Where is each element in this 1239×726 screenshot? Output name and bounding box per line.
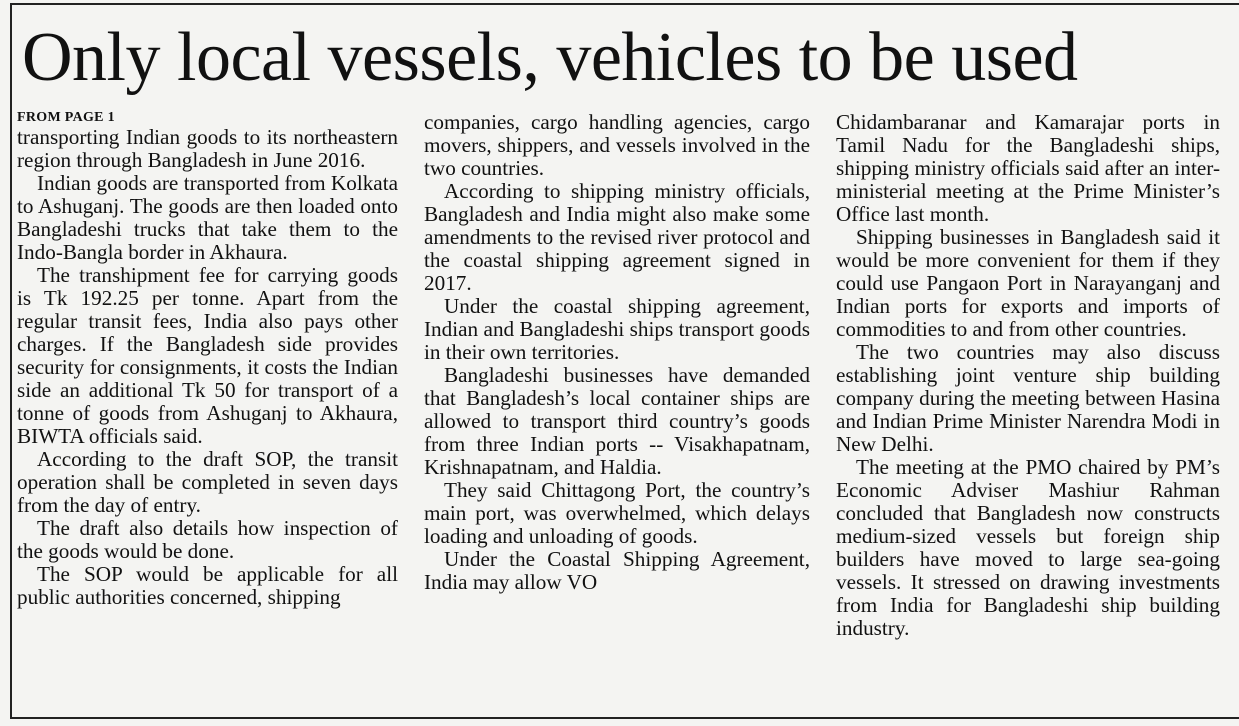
article-paragraph: According to the draft SOP, the transit operation shall be completed in seven days from the day of entry. xyxy=(17,447,398,517)
article-paragraph: The two countries may also discuss establishing joint venture ship building company during the meeting between Hasina and Indian Prime Minister Narendra Modi in New Delhi. xyxy=(836,340,1220,456)
article-column-3 xyxy=(836,111,1220,711)
article-paragraph: transporting Indian goods to its northeastern region through Bangladesh in June 2016. xyxy=(17,125,398,172)
article-headline: Only local vessels, vehicles to be used xyxy=(22,19,1078,96)
article-paragraph: The draft also details how inspection of the goods would be done. xyxy=(17,516,398,563)
article-paragraph: Shipping businesses in Bangladesh said it would be more convenient for them if they could use Pangaon Port in Narayanganj and Indian ports for exports and imports of commodities to and from other countries. xyxy=(836,225,1220,341)
article-paragraph: Indian goods are transported from Kolkata to Ashuganj. The goods are then loaded onto Bangladeshi trucks that take them to the Indo-Bangla border in Akhaura. xyxy=(17,171,398,264)
continuation-kicker: FROM PAGE 1 xyxy=(17,110,115,125)
article-paragraph: They said Chittagong Port, the country’s main port, was overwhelmed, which delays loading and unloading of goods. xyxy=(424,478,810,548)
article-paragraph: companies, cargo handling agencies, cargo movers, shippers, and vessels involved in the two countries. xyxy=(424,111,810,180)
article-paragraph: The SOP would be applicable for all public authorities concerned, shipping xyxy=(17,562,398,609)
article-paragraph: The meeting at the PMO chaired by PM’s Economic Adviser Mashiur Rahman concluded that Bangladesh now constructs medium-sized vessels but foreign ship builders have moved to large sea-going vessels. It stressed on drawing investments from India for Bangladeshi ship building industry. xyxy=(836,455,1220,640)
article-paragraph: Bangladeshi businesses have demanded that Bangladesh’s local container ships are allowed to transport third country’s goods from three Indian ports -- Visakhapatnam, Krishnapatnam, and Haldia. xyxy=(424,363,810,479)
article-paragraph: Under the coastal shipping agreement, Indian and Bangladeshi ships transport goods in their own territories. xyxy=(424,294,810,364)
article-paragraph: Chidambaranar and Kamarajar ports in Tamil Nadu for the Bangladeshi ships, shipping ministry officials said after an inter-ministerial meeting at the Prime Minister’s Office last month. xyxy=(836,111,1220,226)
article-paragraph: According to shipping ministry officials, Bangladesh and India might also make some amendments to the revised river protocol and the coastal shipping agreement signed in 2017. xyxy=(424,179,810,295)
article-column-2 xyxy=(424,111,810,711)
article-paragraph: Under the Coastal Shipping Agreement, India may allow VO xyxy=(424,547,810,594)
article-paragraph: The transhipment fee for carrying goods is Tk 192.25 per tonne. Apart from the regular transit fees, India also pays other charges. If the Bangladesh side provides security for consignments, it costs the Indian side an additional Tk 50 for transport of a tonne of goods from Ashuganj to Akhaura, BIWTA officials said. xyxy=(17,263,398,448)
article-column-1 xyxy=(17,110,398,710)
